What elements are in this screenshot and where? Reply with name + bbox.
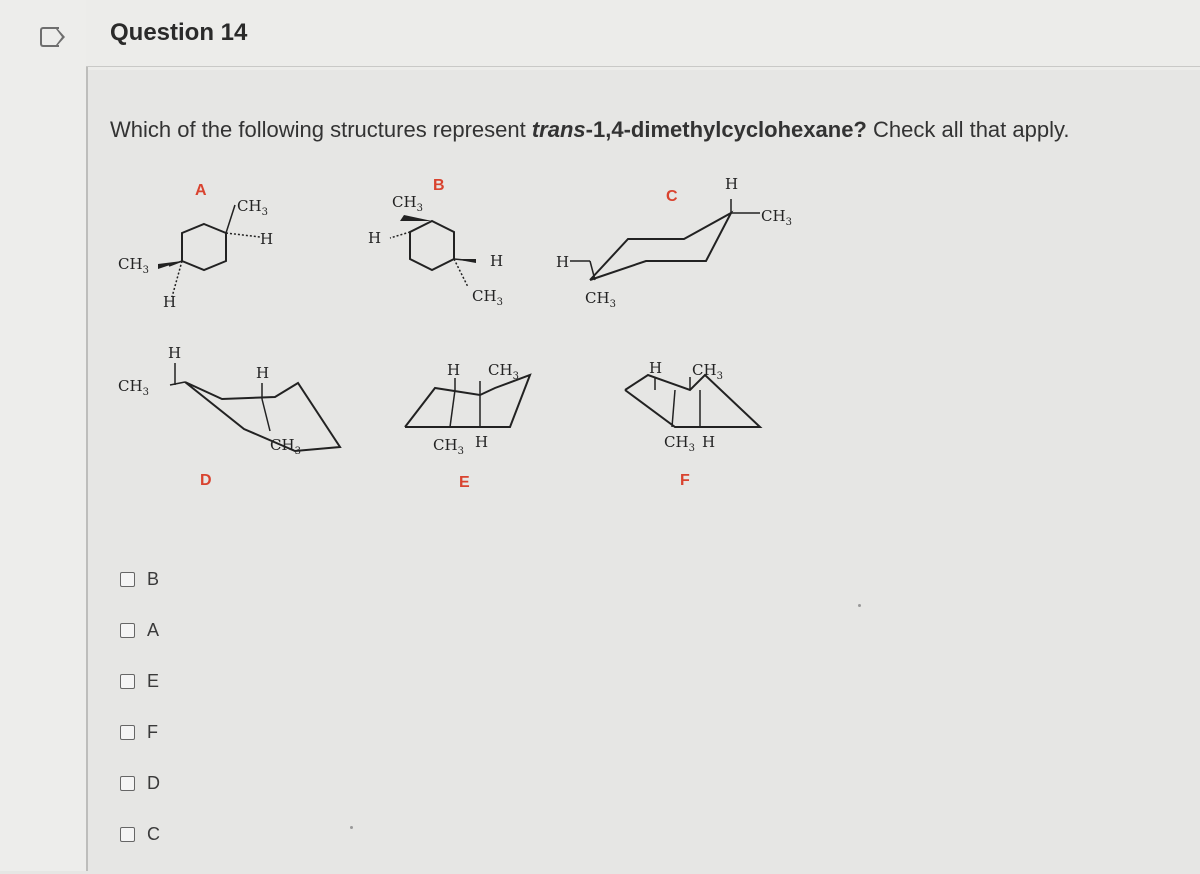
option-label: C [147,823,160,844]
option-c[interactable] [120,823,160,845]
prompt-instruction: Check all that apply. [866,117,1070,142]
option-label: D [147,772,160,793]
structures-figure [100,165,820,505]
bookmark-icon[interactable] [40,27,59,47]
left-rail [0,0,86,871]
structure-c-chair [590,213,731,280]
c-ch3-bottom: $CH_3$ [585,289,616,310]
structure-e-chair [405,375,530,427]
b-ch3-top: $CH_3$ [392,193,423,214]
screen-speck [858,604,861,607]
label-c: C [666,188,678,205]
structure-b-ring [410,221,454,270]
prompt-text: Which of the following structures represent [110,117,532,142]
structure-f-chair [625,375,760,427]
option-label: F [147,721,158,742]
c-h-left: H [556,253,570,271]
a-h-right: H [260,230,274,248]
option-a[interactable] [120,619,160,641]
d-h-right: H [256,364,270,382]
option-e[interactable] [120,670,160,692]
option-label: B [147,568,160,589]
a-ch3-left: $CH_3$ [118,255,149,276]
e-ch3-top: $CH_3$ [488,361,519,382]
structure-a-ring [182,224,226,270]
d-ch3-bottom: $CH_3$ [270,436,301,457]
b-h-left: H [368,229,382,247]
e-h-bottom: H [475,433,489,451]
f-ch3-top: $CH_3$ [692,361,723,382]
b-ch3-bottom: $CH_3$ [472,287,503,308]
option-d[interactable] [120,772,160,794]
f-ch3-bottom: $CH_3$ [664,433,695,454]
checkbox[interactable] [120,827,135,842]
answer-options [120,568,160,874]
checkbox[interactable] [120,623,135,638]
label-f: F [680,472,690,489]
option-label: A [147,619,160,640]
question-prompt [110,117,1069,143]
a-ch3-top: $CH_3$ [237,197,268,218]
screen-speck [350,826,353,829]
question-title: Question 14 [110,19,248,46]
c-ch3-right: $CH_3$ [761,207,792,228]
d-h-top: H [168,344,182,362]
header-divider [86,66,1200,67]
checkbox[interactable] [120,725,135,740]
a-h-bottom: H [163,293,177,311]
wedge-b [400,215,432,221]
prompt-compound: trans-1,4-dimethylcyclohexane? [531,117,867,142]
label-d: D [200,472,212,489]
checkbox[interactable] [120,674,135,689]
option-f[interactable] [120,721,160,743]
structures-svg [100,165,820,505]
label-b: B [433,177,445,194]
rail-divider [86,66,88,871]
label-a: A [195,182,207,199]
option-label: E [147,670,160,691]
b-h-right: H [490,252,504,270]
f-h-top: H [649,359,663,377]
d-ch3-left: $CH_3$ [118,377,149,398]
f-h-bottom: H [702,433,716,451]
e-h-top: H [447,361,461,379]
option-b[interactable] [120,568,160,590]
c-h-top: H [725,175,739,193]
checkbox[interactable] [120,572,135,587]
checkbox[interactable] [120,776,135,791]
label-e: E [459,474,470,491]
e-ch3-bottom: $CH_3$ [433,436,464,457]
